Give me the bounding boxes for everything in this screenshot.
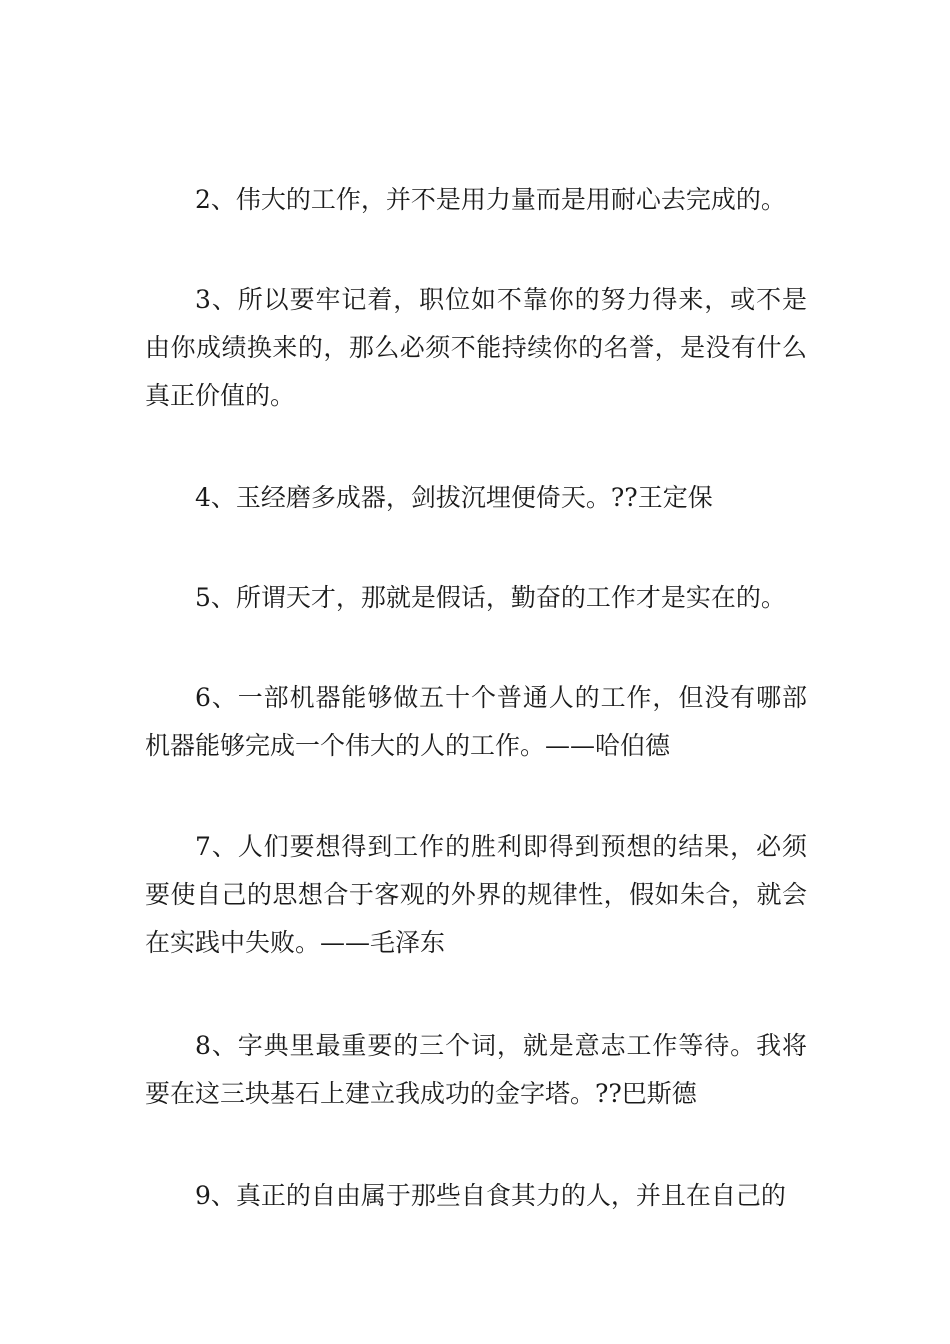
paragraph-4: 4、玉经磨多成器，剑拔沉埋便倚天。??王定保 [195,483,713,512]
paragraph-8: 8、字典里最重要的三个词，就是意志工作等待。我将要在这三块基石上建立我成功的金字塔。??巴斯德 [145,1031,807,1108]
paragraph-3: 3、所以要牢记着，职位如不靠你的努力得来，或不是由你成绩换来的，那么必须不能持续你的名誉，是没有什么真正价值的。 [145,285,807,410]
paragraph-2: 2、伟大的工作，并不是用力量而是用耐心去完成的。 [195,185,786,214]
paragraph-9: 9、真正的自由属于那些自食其力的人，并且在自己的 [195,1181,786,1210]
paragraph-5: 5、所谓天才，那就是假话，勤奋的工作才是实在的。 [195,583,786,612]
paragraph-7: 7、人们要想得到工作的胜利即得到预想的结果，必须要使自己的思想合于客观的外界的规律性，假如朱合，就会在实践中失败。——毛泽东 [145,832,807,957]
paragraph-6: 6、一部机器能够做五十个普通人的工作，但没有哪部机器能够完成一个伟大的人的工作。——哈伯德 [145,683,807,760]
